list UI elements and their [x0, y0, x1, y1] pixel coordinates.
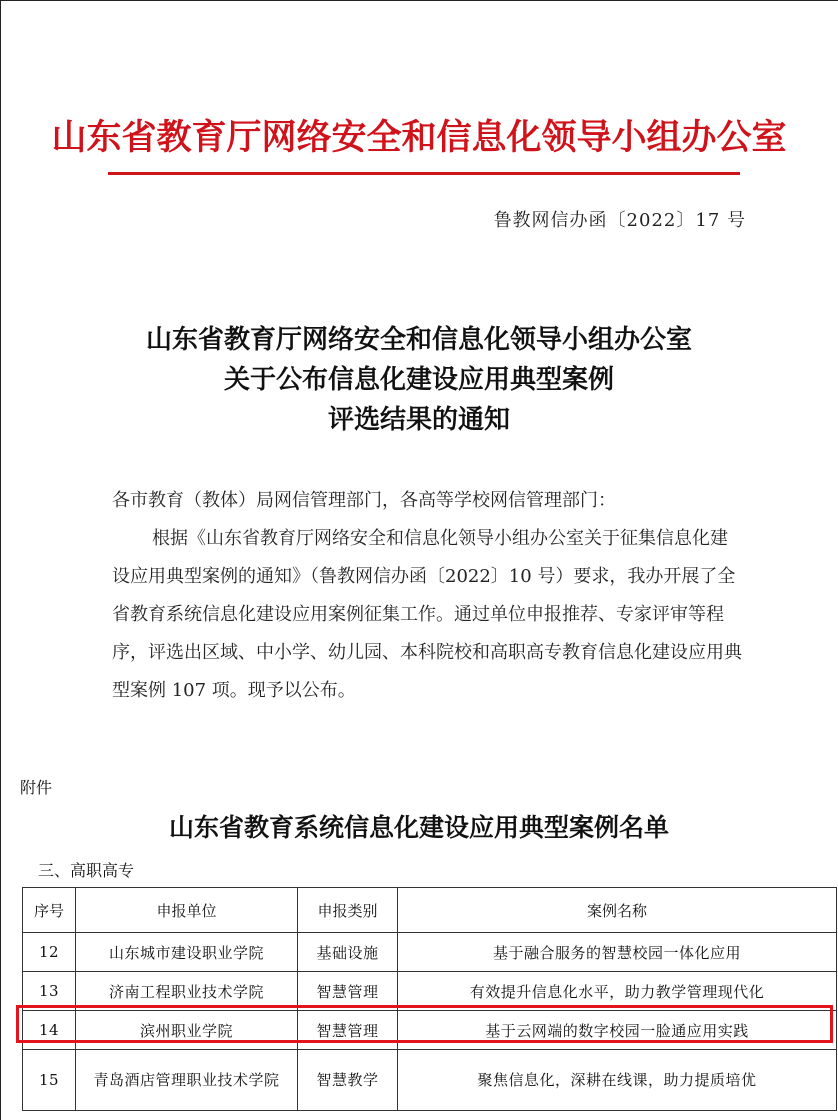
- table-row: [23, 933, 837, 972]
- page-border-left: [0, 0, 1, 1120]
- page-border-top: [0, 0, 838, 1]
- cell-no: 14: [23, 1011, 76, 1050]
- annex-label: 附件: [20, 778, 53, 797]
- title-line-1: 山东省教育厅网络安全和信息化领导小组办公室: [145, 325, 692, 355]
- document-number: 鲁教网信办函〔2022〕17 号: [493, 210, 746, 231]
- notice-body: [112, 482, 742, 710]
- title-line-2: 关于公布信息化建设应用典型案例: [223, 365, 614, 395]
- case-table: [22, 887, 837, 1111]
- header-case: 案例名称: [398, 888, 837, 933]
- salutation: 各市教育（教体）局网信管理部门，各高等学校网信管理部门：: [112, 490, 616, 511]
- cell-category: 智慧管理: [298, 1011, 398, 1050]
- cell-unit: 山东城市建设职业学院: [76, 933, 298, 972]
- cell-unit: 青岛酒店管理职业技术学院: [76, 1050, 298, 1111]
- cell-case: 基于融合服务的智慧校园一体化应用: [398, 933, 837, 972]
- case-list-title: 山东省教育系统信息化建设应用典型案例名单: [168, 813, 669, 842]
- notice-paragraph: 根据《山东省教育厅网络安全和信息化领导小组办公室关于征集信息化建设应用典型案例的通知》（鲁教网信办函〔2022〕10 号）要求，我办开展了全省教育系统信息化建设应用案例征集工作。通过单位申报推荐、专家评审等程序，评选出区域、中小学、幼儿园、本科院校和高职高专教育信息化建设应用典型案例 107 项。现予以公布。: [112, 528, 742, 701]
- organization-header: 山东省教育厅网络安全和信息化领导小组办公室: [51, 117, 787, 158]
- cell-no: 12: [23, 933, 76, 972]
- header-category: 申报类别: [298, 888, 398, 933]
- header-unit: 申报单位: [76, 888, 298, 933]
- table-header-row: [23, 888, 837, 933]
- section-label: 三、高职高专: [38, 861, 135, 880]
- cell-unit: 滨州职业学院: [76, 1011, 298, 1050]
- cell-case: 基于云网端的数字校园一脸通应用实践: [398, 1011, 837, 1050]
- highlight-box: [16, 1005, 833, 1043]
- document-title: [0, 320, 838, 440]
- cell-no: 15: [23, 1050, 76, 1111]
- table-row: [23, 1050, 837, 1111]
- cell-case: 有效提升信息化水平，助力教学管理现代化: [398, 972, 837, 1011]
- title-line-3: 评选结果的通知: [327, 405, 510, 435]
- cell-case: 聚焦信息化，深耕在线课，助力提质培优: [398, 1050, 837, 1111]
- cell-no: 13: [23, 972, 76, 1011]
- cell-category: 智慧教学: [298, 1050, 398, 1111]
- cell-category: 智慧管理: [298, 972, 398, 1011]
- header-no: 序号: [23, 888, 76, 933]
- cell-unit: 济南工程职业技术学院: [76, 972, 298, 1011]
- header-red-rule: [108, 172, 740, 175]
- cell-category: 基础设施: [298, 933, 398, 972]
